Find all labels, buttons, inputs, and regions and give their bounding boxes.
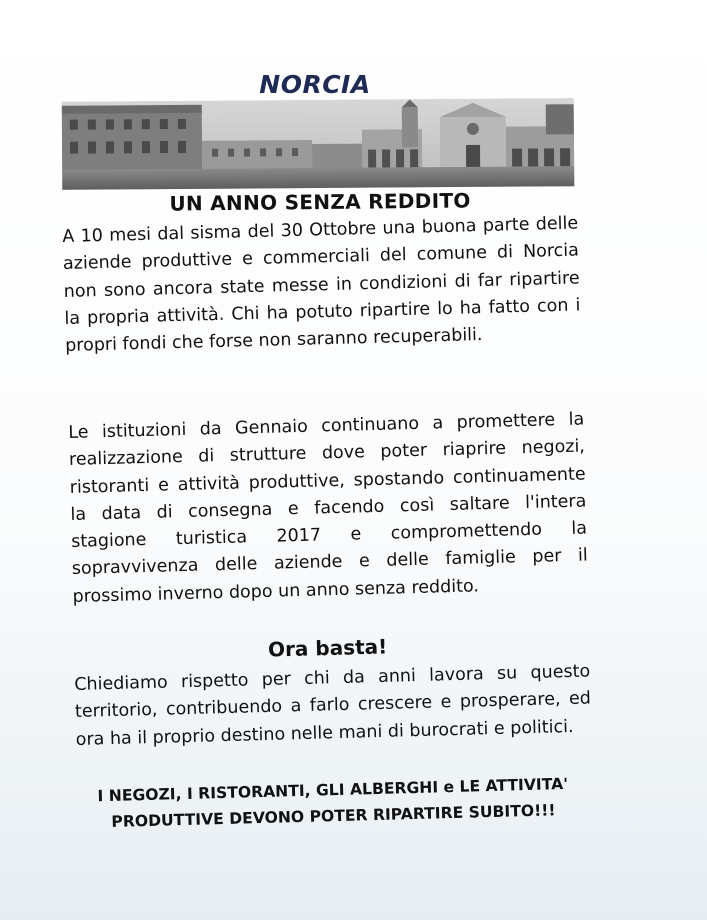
document-heading: UN ANNO SENZA REDDITO [169,188,471,216]
town-square-photo [62,98,575,190]
closing-statement [70,770,596,836]
document-subheading: Ora basta! [267,634,388,662]
closing-line-2: PRODUTTIVE DEVONO POTER RIPARTIRE SUBITO!!! [111,801,556,831]
document-title: NORCIA [259,70,371,99]
closing-line-1: I NEGOZI, I RISTORANTI, GLI ALBERGHI e LE ATTIVITA' [97,774,569,806]
paragraph-1: A 10 mesi dal sisma del 30 Ottobre una buona parte delle aziende produttive e commerciali del comune di Norcia non sono ancora state messe in condizioni di far ripartire la propria attività. Chi ha potuto ripartire lo ha fatto con i propri fondi che forse non saranno recuperabili. [62,213,581,357]
paragraph-2: Le istituzioni da Gennaio continuano a promettere la realizzazione di strutture dove poter riaprire negozi, ristoranti e attività produttive, spostando continuamente la data di consegna e facendo così saltare l'intera stagione turistica 2017 e compromettendo la sopravvivenza delle aziende e delle famiglie per il prossimo inverno dopo un anno senza reddito. [68,409,588,607]
paragraph-3: Chiediamo rispetto per chi da anni lavora su questo territorio, contribuendo a farlo crescere e prosperare, ed ora ha il proprio destino nelle mani di burocrati e politici. [74,661,592,750]
